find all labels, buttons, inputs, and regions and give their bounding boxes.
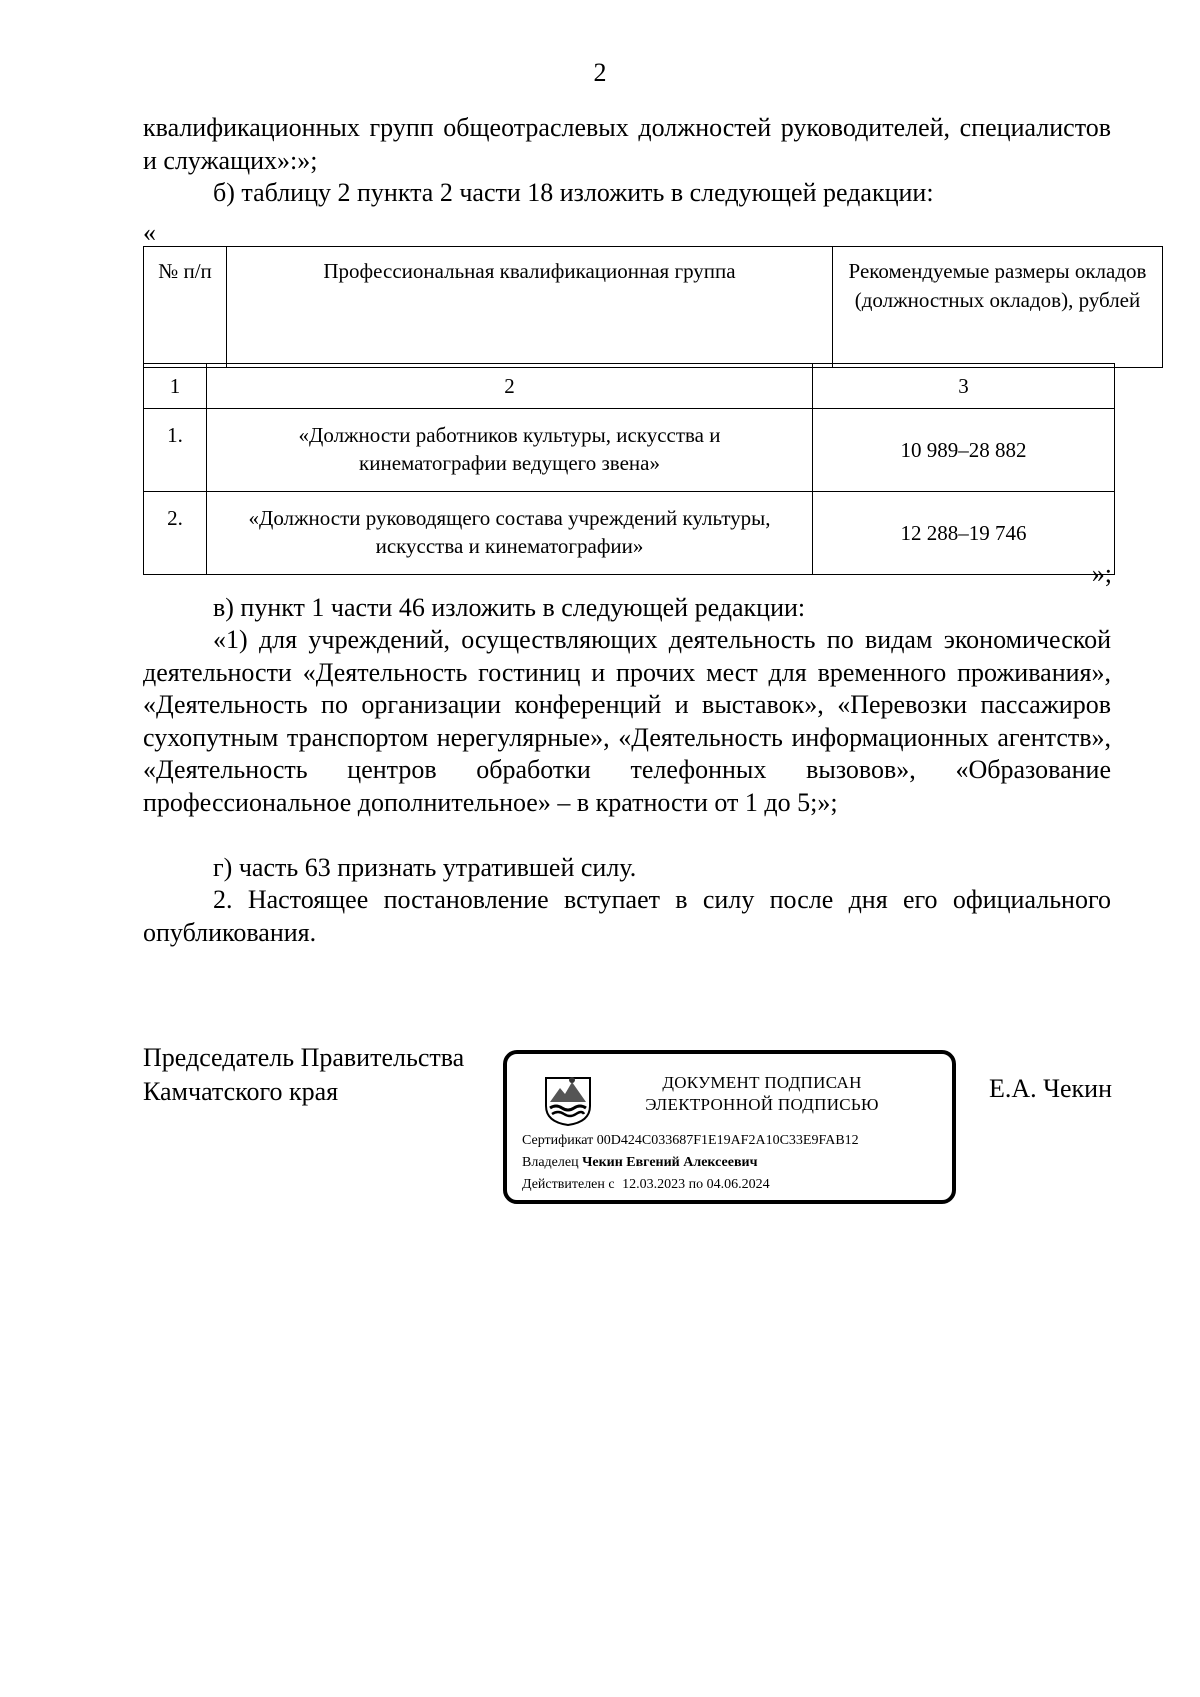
stamp-owner — [522, 1154, 757, 1172]
valid-label: Действителен с — [522, 1177, 615, 1192]
owner-value: Чекин Евгений Алексеевич — [582, 1155, 758, 1170]
signatory-position-line1: Председатель Правительства — [143, 1043, 465, 1072]
stamp-title — [607, 1072, 917, 1116]
row-salary: 12 288–19 746 — [813, 492, 1115, 575]
item-b-text: б) таблицу 2 пункта 2 части 18 изложить в следующей редакции: — [213, 178, 934, 207]
valid-to: 04.06.2024 — [706, 1177, 770, 1192]
column-number: 3 — [813, 364, 1115, 409]
row-group-name: «Должности работников культуры, искусства и кинематографии ведущего звена» — [207, 409, 813, 492]
stamp-certificate — [522, 1132, 859, 1150]
table-quote-open: « — [143, 218, 156, 247]
table-quote-close: »; — [1091, 559, 1112, 588]
salary-table — [143, 363, 1115, 575]
column-number: 1 — [144, 364, 207, 409]
certificate-value: 00D424C033687F1E19AF2A10C33E9FAB12 — [596, 1133, 859, 1148]
header-number: № п/п — [144, 247, 227, 368]
page-number: 2 — [593, 58, 607, 87]
row-salary: 10 989–28 882 — [813, 409, 1115, 492]
signatory-position — [143, 1041, 464, 1109]
table-row — [144, 492, 1115, 575]
valid-to-label: по — [688, 1177, 704, 1192]
header-salary: Рекомендуемые размеры окладов (должностных окладов), рублей — [833, 247, 1163, 368]
signatory-name: Е.А. Чекин — [988, 1074, 1112, 1103]
item-g-text: г) часть 63 признать утратившей силу. — [213, 853, 637, 882]
item-v-body: «1) для учреждений, осуществляющих деятельность по видам экономической деятельности «Деятельность гостиниц и прочих мест для временного проживания», «Деятельность по организации конференций и выставок», «Перевозки пассажиров сухопутным транспортом нерегулярные», «Деятельность информационных агентств», «Деятельность центров обработки телефонных вызовов», «Образование профессиональное дополнительное» – в кратности от 1 до 5;»; — [143, 625, 1111, 817]
column-number-row — [144, 364, 1115, 409]
item-2-text: 2. Настоящее постановление вступает в силу после дня его официального опубликования. — [143, 885, 1111, 947]
signatory-position-line2: Камчатского края — [143, 1077, 339, 1106]
intro-text: квалификационных групп общеотраслевых должностей руководителей, специалистов и служащих»:»; — [143, 113, 1111, 175]
electronic-signature-stamp — [503, 1050, 956, 1204]
valid-from: 12.03.2023 — [622, 1177, 686, 1192]
kamchatka-coat-of-arms-icon — [542, 1072, 594, 1126]
stamp-validity — [522, 1176, 770, 1194]
certificate-label: Сертификат — [522, 1133, 594, 1148]
header-group: Профессиональная квалификационная группа — [227, 247, 833, 368]
item-v-text: в) пункт 1 части 46 изложить в следующей редакции: — [213, 593, 806, 622]
column-number: 2 — [207, 364, 813, 409]
salary-table-header — [143, 246, 1163, 368]
row-number: 2. — [144, 492, 207, 575]
row-group-name: «Должности руководящего состава учреждений культуры, искусства и кинематографии» — [207, 492, 813, 575]
stamp-title-line2: ЭЛЕКТРОННОЙ ПОДПИСЬЮ — [645, 1095, 879, 1114]
row-number: 1. — [144, 409, 207, 492]
owner-label: Владелец — [522, 1155, 579, 1170]
table-row — [144, 409, 1115, 492]
stamp-title-line1: ДОКУМЕНТ ПОДПИСАН — [662, 1073, 862, 1092]
